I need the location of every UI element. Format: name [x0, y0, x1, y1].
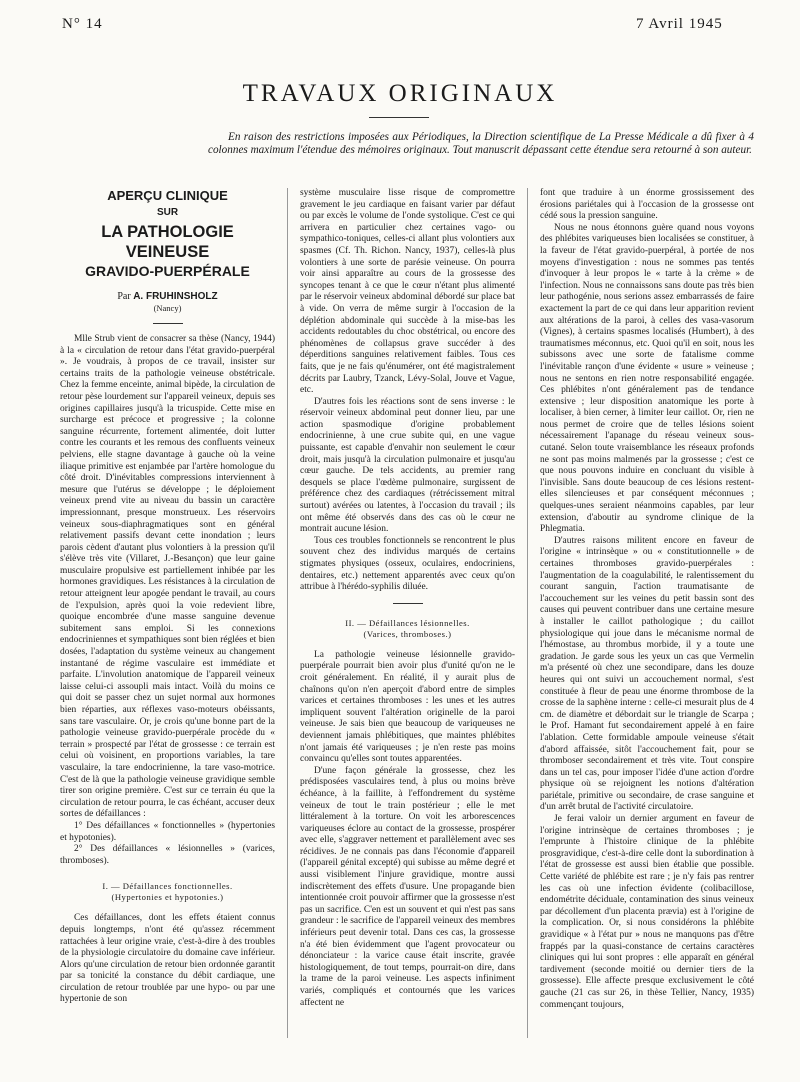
paragraph: D'une façon générale la grossesse, chez les prédisposées vasculaires tend, à plus ou moins brève échéance, à la faillite, à l'effondrement du système veineux de tout le train postérieur ; elle le met littéralement à la torture. On voit les arborescences variqueuses éclore au contact de la grossesse, prospérer avec elle, s'aggraver nettement et parallèlement avec ses récidives. Je ne connais pas dans l'économie d'appareil (l'appareil génital excepté) qui subisse au même degré et aussi visiblement l'injure gravidique, montre aussi indiscrètement des effets d'usure. Une propagande bien intentionnée croit pouvoir affirmer que la grossesse n'est pas un sacrifice. C'en est un souvent et qui n'est pas sans grandeur : le sacrifice de l'appareil veineux des membres inférieurs peut devenir total. Dans ces cas, la grossesse n'a été bien évidemment que l'agent provocateur ou dénonciateur : la varice cause était inscrite, gravée histologiquement, de tout temps, pourrait-on dire, dans la trame de la paroi veineuse. Les aspects infiniment variés, compliqués et contournés que les varices affectent ne [300, 765, 515, 1008]
editorial-notice: En raison des restrictions imposées aux Périodiques, la Direction scientifique de La Presse Médicale a dû fixer à 4 colonnes maximum l'étendue des mémoires originaux. Tout manuscrit dépassant cette étendue sera retourné à son auteur. [208, 131, 754, 156]
section-heading-title: II. — Défaillances lésionnelles. [345, 617, 470, 628]
article-title-line3: LA PATHOLOGIE VEINEUSE [101, 223, 234, 261]
paragraph: Tous ces troubles fonctionnels se rencontrent le plus souvent chez des individus marqués de certains stigmates physiques (osseux, oculaires, endocriniens, dentaires, etc.) nettement apparentés avec ceux qu'on attribue à l'hérédo-syphilis diluée. [300, 535, 515, 593]
section-heading-subtitle: (Hypertonies et hypotonies.) [111, 892, 224, 903]
section-heading-title: I. — Défaillances fonctionnelles. [102, 881, 233, 892]
author-affiliation: (Nancy) [153, 303, 182, 313]
paragraph: D'autres fois les réactions sont de sens inverse : le réservoir veineux abdominal peut donner lieu, par une action spasmodique d'origine probablement endocrinienne, à une crue subite qui, en une vague puissante, est capable d'envahir non seulement le cœur droit, mais jusqu'à la circulation pulmonaire et jusqu'au cœur gauche. De tels accidents, au premier rang desquels se place l'œdème pulmonaire, surgissent de préférence chez des cardiaques (rétrécissement mitral surtout) avérées ou latentes, à l'occasion du travail ; ils ont même été observés dans des cas où le cœur ne montrait aucune lésion. [300, 396, 515, 535]
column-3 [540, 188, 754, 1011]
paragraph: Mlle Strub vient de consacrer sa thèse (Nancy, 1944) à la « circulation de retour dans l'état gravido-puerpéral ». Je voudrais, à propos de ce travail, insister sur certains traits de la pathologie veineuse obstétricale. Chez la femme enceinte, animal bipède, la circulation de retour pèse lourdement sur l'appareil veineux, depuis ses origines capillaires jusqu'à la tricuspide. Cette mise en surcharge est précoce et progressive ; la colonne sanguine récurrente, fortement alimentée, doit lutter contre les courants et les remous des confluents veineux pelviens, elle stagne davantage à gauche où la veine iliaque primitive est enjambée par l'artère homologue du côté droit. D'inévitables compressions interviennent à mesure que l'utérus se développe ; le déploiement veineux prend vite au niveau du bassin un caractère impressionnant, presque monstrueux. Les réservoirs veineux sous-diaphragmatiques sont en général relativement passifs devant cette inondation ; leurs parois cèdent d'autant plus volontiers à la pression qu'il s'élève très vite (Villaret, J.-Besançon) que leur gaine musculaire propulsive est partiellement inhibée par les hormones gravidiques. Les résistances à la circulation de retour atteignent leur apogée pendant le travail, au cours de l'expulsion, après quoi la voie redevient libre, quoique encombrée d'une masse sanguine devenue subitement sans emploi. Si les connexions endocriniennes et sympathiques sont bien réglées et bien dosées, l'adaptation du système veineux au changement instantané de régime vasculaire est immédiate et parfaite. L'involution anatomique de l'appareil veineux laisse celui-ci assoupli mais intact. Voilà du moins ce qui doit se passer chez un sujet normal aux hormones bien réparties, aux réflexes vaso-moteurs obéissants, sans tare vasculaire. Or, je crois qu'une bonne part de la pathologie veineuse gravido-puerpérale procède du « terrain » prospecté par l'état de grossesse : ce terrain est celui où voisinent, en proportions variables, la tare vasculaire, la tare endocrinienne, la tare vaso-motrice. C'est de là que la pathologie veineuse gravidique semble tirer son origine première. C'est sur ce terrain éu que la circulation de retour pourra, le cas échéant, accuser deux sortes de défaillances : [60, 334, 275, 820]
issue-number: N° 14 [62, 16, 103, 32]
paragraph: système musculaire lisse risque de compromettre gravement le jeu cardiaque en faisant varier par défaut ou par excès le volume de l'onde systolique. C'est ce qui arrivera en particulier chez certaines vago- ou sympathico-toniques, celles-ci allant plus volontiers aux spasmes (Cf. Th. Richon. Nancy, 1937), celles-là plus volontiers à une sorte de parésie veineuse. On pourra voir ainsi apparaître au cours de la grossesse des syncopes tenant à ce que le cœur n'étant plus alimenté par le réservoir veineux abdominal débordé sur place bat à vide. On verra de même surgir à l'occasion de la déplétion abdominale qui succède à la mise-bas les accidents redoutables du choc obstétrical, ou encore des phénomènes de collapsus grave succéder à des déperditions sanguines relativement faibles. Tous ces faits, que je ne fais qu'énumérer, ont été magistralement décrits par Laubry, Tzanck, Lévy-Solal, Jouve et Vague, etc. [300, 188, 515, 396]
column-separator [527, 188, 528, 1038]
section-title: TRAVAUX ORIGINAUX [242, 80, 558, 107]
paragraph: Nous ne nous étonnons guère quand nous voyons des phlébites variqueuses bien localisées se constituer, à la faveur de l'état gravido-puerpéral, à portée de nos moyens d'investigation : nous ne sommes pas tentés d'invoquer à leur propos le « tarte à la crème » de l'infection. Nous ne connaissons sans doute pas très bien leur pathogénie, nous serions assez embarrassés de faire exactement la part de ce qui dans leur apparition revient aux altérations de la paroi, à celles des vasa-vasorum (Vignes), à certains spasmes localisés (Humbert), à des traumatismes méconnus, etc. Quoi qu'il en soit, nous les subissons avec une sorte de fatalisme comme l'inévitable rançon d'une évidente « usure » veineuse ; nous ne sentons en rien notre responsabilité engagée. Ces phlébites n'ont généralement pas de tendance extensive ; leur disposition anatomique les porte à localiser, à bien cerner, à limiter leur caillot. Or, rien ne nous permet de croire que de telles lésions soient nécessairement l'apanage du réseau veineux sous-cutané. Selon toute vraisemblance les réseaux profonds ne sont pas moins malmenés par la grossesse ; c'est ce que nous pouvons induire en concluant du visible à l'invisible. Sans doute beaucoup de ces lésions restent-elles silencieuses et par conséquent méconnues ; quelques-unes seraient néanmoins capables, par leur extension, d'aboutir au syndrome clinique de la Phlegmatia. [540, 222, 754, 535]
section-rule [393, 603, 423, 604]
paragraph: Ces défaillances, dont les effets étaient connus depuis longtemps, n'ont été qu'assez récemment rattachées à leur origine vraie, c'est-à-dire à des troubles de la physiologie circulatoire du domaine cave inférieur. Alors qu'une circulation de retour bien ordonnée garantit par sa tonicité la constance du débit cardiaque, une circulation de retour troublée par une hypo- ou par une hypertonie de son [60, 913, 275, 1005]
paragraph: D'autres raisons militent encore en faveur de l'origine « intrinsèque » ou « constitutionnelle » de certaines thromboses gravido-puerpérales : l'augmentation de la coagulabilité, le ralentissement du courant sanguin, l'action traumatisante de l'accouchement sur les veines du petit bassin sont des causes qui peuvent contribuer dans une certaine mesure à installer le caillot pathologique ; du caillot physiologique qui joue dans le mécanisme normal de l'hémostase, au thrombus morbide, il y a toute une gradation. Je garde sous les yeux un cas que Vermelin m'a présenté où chez une secondipare, dans les douze heures qui ont suivi un accouchement normal, s'est constituée à fleur de peau une énorme thrombose de la crosse de la saphène interne : celle-ci mesurait plus de 4 cm. de diamètre et débordait sur le triangle de Scarpa ; le Prof. Hamant fut secondairement appelé à en faire l'ablation. Cette formidable ampoule veineuse s'était d'abord affaissée, sitôt l'accouchement fait, pour se thromboser secondairement et très vite. Tout conspire dans un tel cas, pour imposer l'idée d'une action d'ordre physique où se rejoignent les notions d'altération pariétale, primitive ou secondaire, de crase sanguine et d'un arrêt brutal de l'activité circulatoire. [540, 535, 754, 813]
paragraph: Je ferai valoir un dernier argument en faveur de l'origine intrinsèque de certaines thromboses ; je l'emprunte à l'histoire clinique de la phlébite prosgravidique, c'est-à-dire celle dont la subordination à l'état de grossesse est aussi bien établie que possible. Cette variété de phlébite est rare ; je n'y fais pas rentrer les cas où une infection évidente (colibacillose, endométrite déciduale, contamination des sinus veineux par décollement d'un placenta prævia) est à l'origine de la complication. Or, si nous considérons la phlébite gravidique « à l'état pur » nous ne manquons pas d'être frappés par la quasi-constance de certains caractères cliniques qui lui sont propres : elle apparaît en général tardivement (seconde moitié ou dernier tiers de la grossesse). Elle affecte presque exclusivement le côté gauche (21 cas sur 26, in thèse Tellier, Nancy, 1935) commençant toujours, [540, 814, 754, 1010]
article-title-line1: APERÇU CLINIQUE [107, 188, 228, 203]
paragraph: La pathologie veineuse lésionnelle gravido-puerpérale pourrait bien avoir plus d'unité qu'on ne le croit généralement. En réalité, il y aurait plus de chaînons qu'on n'en aperçoit d'abord entre de simples varices et certaines thromboses : les unes et les autres impliquent souvent l'altération originelle de la paroi veineuse. Je sais bien que beaucoup de variqueuses ne deviennent jamais phlébitiques, que maintes phlébites n'ont jamais été variqueuses ; je n'en reste pas moins convaincu qu'elles sont toutes apparentées. [300, 649, 515, 765]
section-heading-subtitle: (Varices, thromboses.) [363, 628, 452, 639]
section-heading [300, 618, 515, 640]
section-heading [60, 881, 275, 903]
byline-rule [153, 323, 183, 324]
list-item: 1° Des défaillances « fonctionnelles » (hypertonies et hypotonies). [60, 820, 275, 843]
column-2 [300, 188, 515, 1009]
running-header [0, 16, 800, 40]
byline-prefix: Par [117, 291, 131, 302]
article-title-line4: GRAVIDO-PUERPÉRALE [85, 263, 250, 279]
list-item: 2° Des défaillances « lésionnelles » (varices, thromboses). [60, 844, 275, 866]
article-title-line2: SUR [156, 207, 179, 218]
column-separator [287, 188, 288, 1038]
byline [60, 290, 275, 303]
column-1 [60, 188, 275, 1006]
author-name: A. FRUHINSHOLZ [133, 291, 218, 302]
title-rule [369, 117, 429, 118]
issue-date: 7 Avril 1945 [636, 16, 723, 32]
paragraph: font que traduire à un énorme grossissement des érosions pariétales qui à l'occasion de la grossesse ont cédé sous la pression sanguine. [540, 188, 754, 222]
